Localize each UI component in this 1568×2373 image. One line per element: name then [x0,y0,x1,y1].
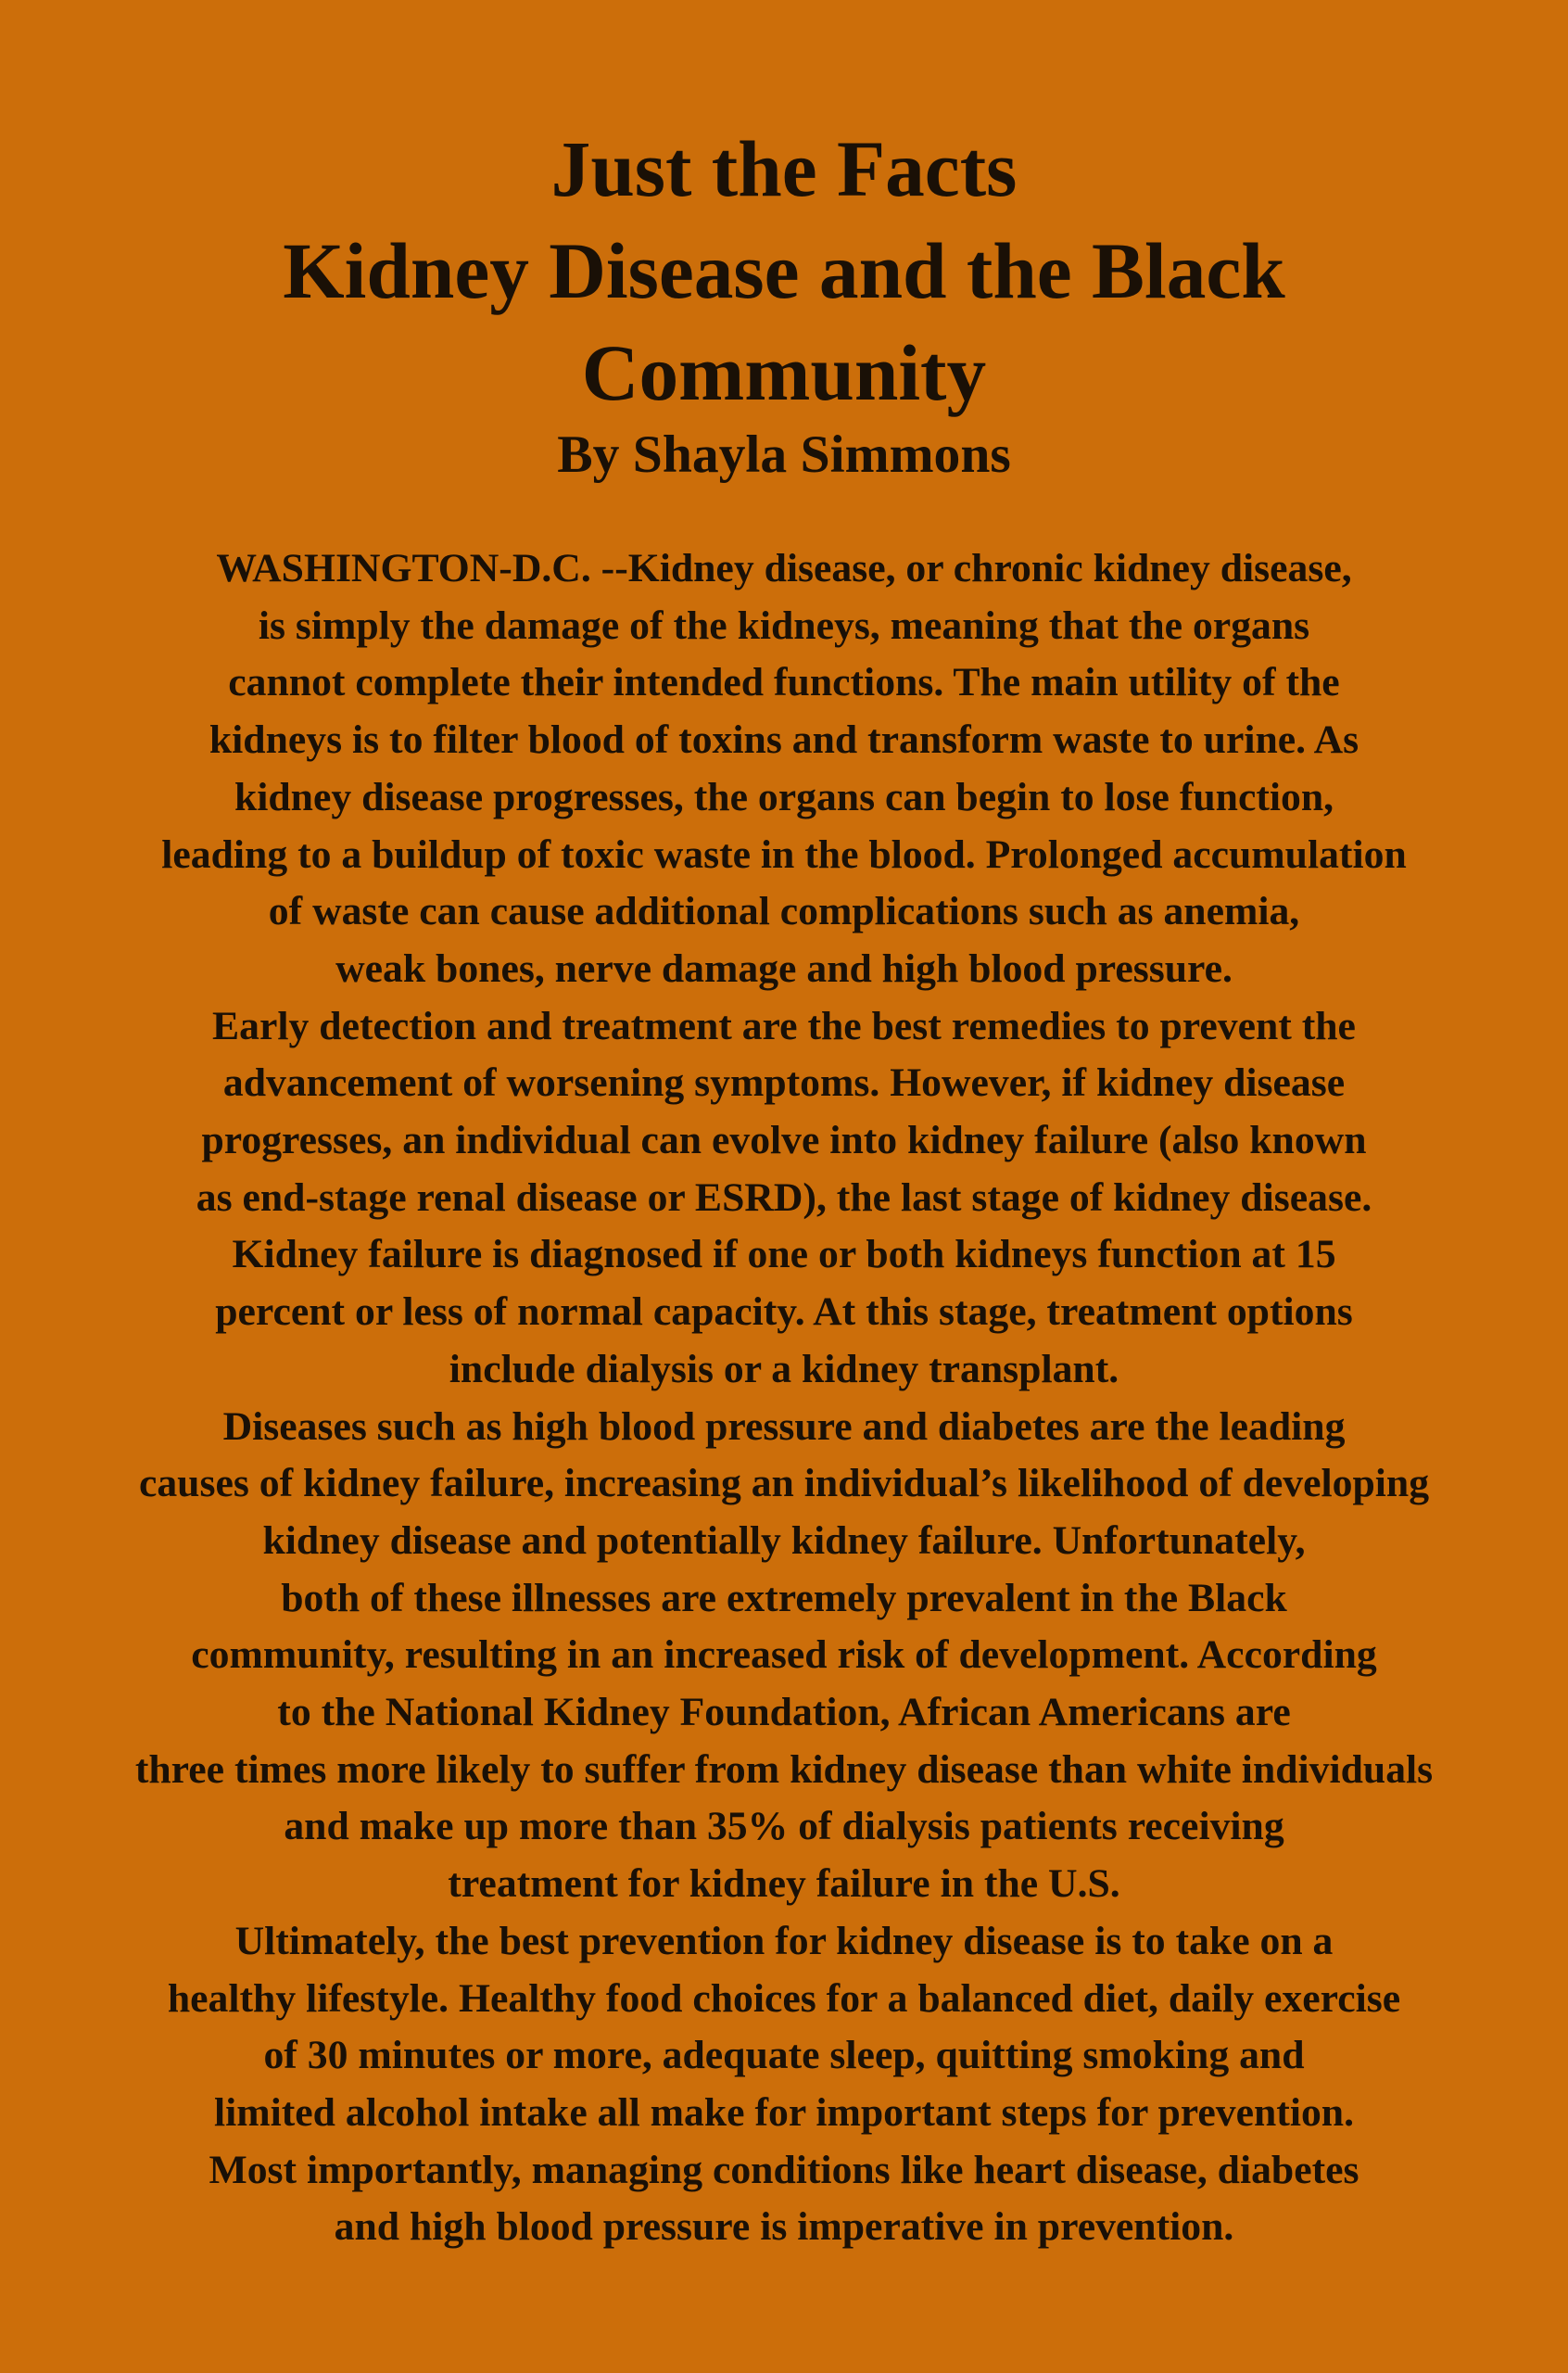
body-line: and make up more than 35% of dialysis patients receiving [284,1804,1284,1849]
body-line: kidneys is to filter blood of toxins and transform waste to urine. As [209,717,1359,763]
body-line: progresses, an individual can evolve into kidney failure (also known [201,1118,1367,1163]
title-line: Just the Facts [550,126,1018,213]
title-line: Kidney Disease and the Black [283,228,1285,315]
body-line: Ultimately, the best prevention for kidney disease is to take on a [234,1918,1334,1963]
body-line: causes of kidney failure, increasing an individual’s likelihood of developing [138,1461,1430,1506]
body-line: leading to a buildup of toxic waste in the blood. Prolonged accumulation [161,831,1407,877]
body-line: weak bones, nerve damage and high blood pressure. [335,945,1233,991]
body-line: Early detection and treatment are the best remedies to prevent the [212,1003,1356,1048]
body-line: WASHINGTON-D.C. --Kidney disease, or chronic kidney disease, [216,546,1352,590]
body-line: Most importantly, managing conditions like heart disease, diabetes [209,2147,1359,2192]
body-line: three times more likely to suffer from kidney disease than white individuals [134,1746,1434,1792]
body-line: healthy lifestyle. Healthy food choices for a balanced diet, daily exercise [167,1975,1401,2021]
body-line: include dialysis or a kidney transplant. [449,1346,1119,1391]
article-body [0,540,1568,2256]
body-line: Kidney failure is diagnosed if one or both kidneys function at 15 [232,1232,1336,1277]
body-line: of waste can cause additional complications such as anemia, [268,889,1300,934]
title-line: Community [581,330,987,417]
byline: By Shayla Simmons [557,425,1011,484]
body-line: of 30 minutes or more, adequate sleep, quitting smoking and [263,2033,1305,2078]
body-line: kidney disease progresses, the organs can begin to lose function, [234,774,1334,819]
body-line: is simply the damage of the kidneys, meaning that the organs [258,603,1310,648]
body-line: to the National Kidney Foundation, African Americans are [277,1690,1291,1735]
body-line: community, resulting in an increased risk of development. According [191,1632,1377,1678]
body-line: kidney disease and potentially kidney failure. Unfortunately, [262,1517,1306,1563]
body-line: as end-stage renal disease or ESRD), the last stage of kidney disease. [196,1174,1372,1220]
body-line: and high blood pressure is imperative in prevention. [334,2204,1234,2250]
article-header [0,119,1568,488]
body-line: cannot complete their intended functions. The main utility of the [228,660,1340,705]
body-line: percent or less of normal capacity. At this stage, treatment options [215,1289,1353,1335]
body-line: treatment for kidney failure in the U.S. [448,1861,1120,1907]
body-line: both of these illnesses are extremely prevalent in the Black [281,1575,1287,1620]
body-line: Diseases such as high blood pressure and diabetes are the leading [222,1403,1346,1449]
body-line: advancement of worsening symptoms. However, if kidney disease [222,1060,1346,1106]
body-line: limited alcohol intake all make for important steps for prevention. [213,2089,1355,2135]
